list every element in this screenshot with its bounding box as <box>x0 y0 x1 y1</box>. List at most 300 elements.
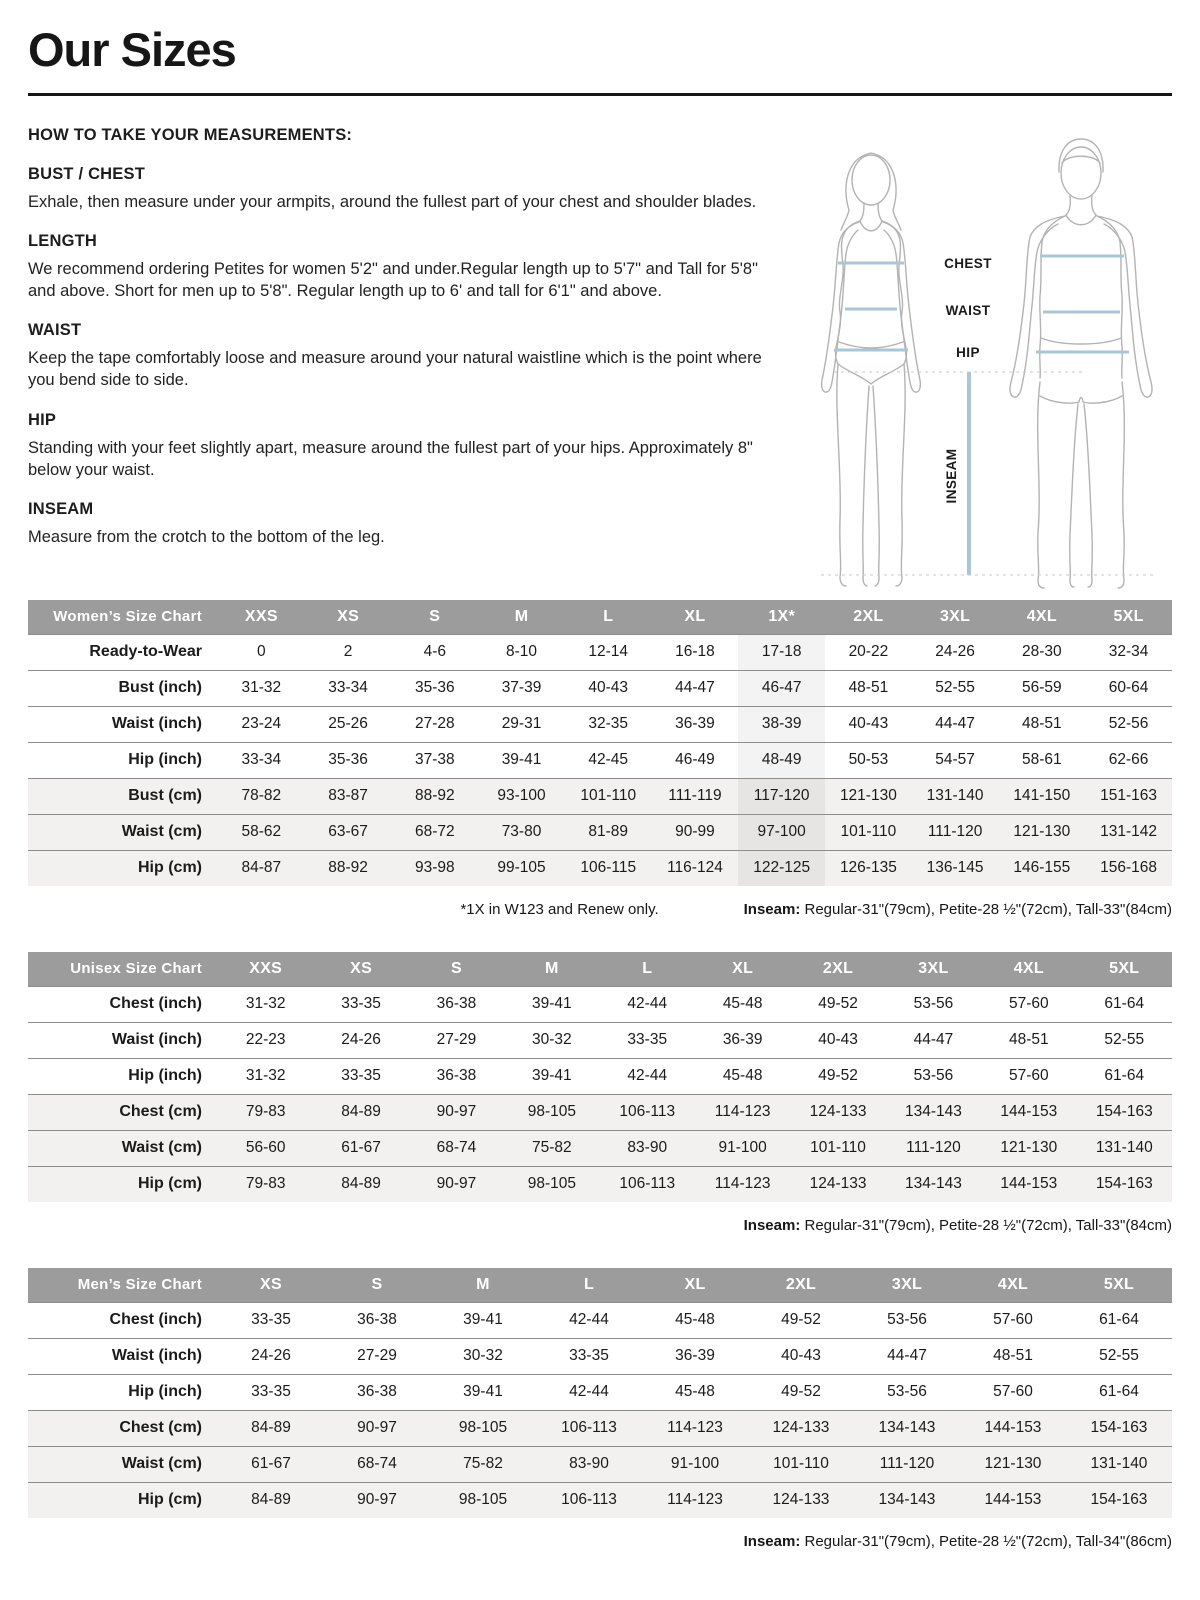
row-label: Hip (inch) <box>128 1383 202 1400</box>
size-cell: 78-82 <box>241 787 282 804</box>
size-column-header: M <box>504 952 599 986</box>
row-label: Waist (cm) <box>121 1455 202 1472</box>
size-cell: 56-60 <box>245 1139 286 1156</box>
table-row <box>28 634 1172 670</box>
size-column-header: 2XL <box>825 600 912 634</box>
section-body: Measure from the crotch to the bottom of the leg. <box>28 527 385 546</box>
size-cell: 144-153 <box>984 1419 1042 1436</box>
size-cell: 28-30 <box>1022 643 1062 660</box>
section-body: Standing with your feet slightly apart, measure around the fullest part of your hips. Approximately 8" below your waist. <box>28 438 753 479</box>
size-cell: 49-52 <box>781 1311 821 1328</box>
size-cell: 131-140 <box>1095 1139 1153 1156</box>
size-column-header: L <box>600 952 695 986</box>
size-cell: 44-47 <box>675 679 715 696</box>
table-row <box>28 850 1172 886</box>
section-heading: HIP <box>28 410 57 429</box>
table-row <box>28 1374 1172 1410</box>
row-label: Waist (inch) <box>111 1347 202 1364</box>
size-cell: 16-18 <box>675 643 715 660</box>
size-column-header: 5XL <box>1077 952 1172 986</box>
table-title: Men’s Size Chart <box>28 1268 218 1302</box>
figures-illustration <box>776 120 1172 590</box>
size-cell: 91-100 <box>670 1455 720 1472</box>
size-cell: 90-97 <box>436 1103 477 1120</box>
size-cell: 106-113 <box>561 1491 617 1509</box>
size-cell: 42-44 <box>569 1311 609 1328</box>
womens-size-chart <box>28 600 1172 886</box>
size-cell: 134-143 <box>904 1103 962 1120</box>
size-cell: 33-34 <box>328 679 368 696</box>
size-column-header: 4XL <box>981 952 1076 986</box>
size-column-header: XXS <box>218 952 313 986</box>
size-column-header: S <box>409 952 504 986</box>
row-label: Bust (cm) <box>128 787 202 804</box>
table-row <box>28 1482 1172 1518</box>
man-figure <box>1010 139 1152 588</box>
size-cell: 124-133 <box>772 1491 830 1509</box>
size-cell: 134-143 <box>878 1419 936 1436</box>
size-cell: 84-89 <box>341 1103 381 1120</box>
size-cell: 45-48 <box>675 1383 715 1400</box>
size-cell: 99-105 <box>497 859 546 877</box>
size-cell: 8-10 <box>506 643 538 660</box>
size-cell: 22-23 <box>245 1031 286 1048</box>
woman-figure <box>822 153 921 586</box>
section-body: We recommend ordering Petites for women 5'2" and under.Regular length up to 5'7" and Tall for 5'8" and above. Short for men up to 5'8". Regular length up to 6' and tall for 6'1" and above. <box>28 260 758 301</box>
size-cell: 146-155 <box>1013 859 1071 877</box>
table-row <box>28 778 1172 814</box>
size-cell: 56-59 <box>1022 679 1062 696</box>
row-label: Chest (cm) <box>119 1103 202 1120</box>
size-cell: 101-110 <box>840 823 897 840</box>
size-cell: 93-98 <box>414 859 455 877</box>
section-length <box>28 232 776 302</box>
size-cell: 57-60 <box>993 1311 1033 1328</box>
size-column-header: 5XL <box>1085 600 1172 634</box>
table-row <box>28 1446 1172 1482</box>
inseam-note-label: Inseam: <box>743 901 801 918</box>
size-cell: 90-99 <box>675 823 715 840</box>
size-cell: 144-153 <box>984 1491 1042 1509</box>
table-row <box>28 1130 1172 1166</box>
size-cell: 57-60 <box>993 1383 1033 1400</box>
size-cell: 136-145 <box>926 859 984 877</box>
size-cell: 124-133 <box>809 1103 867 1120</box>
size-cell: 30-32 <box>532 1031 572 1048</box>
size-cell: 98-105 <box>458 1491 508 1509</box>
size-cell: 25-26 <box>328 715 368 732</box>
size-cell: 33-34 <box>241 751 282 768</box>
size-cell: 2 <box>343 643 353 660</box>
size-cell: 4-6 <box>423 643 446 660</box>
size-column-header: 2XL <box>790 952 885 986</box>
size-cell: 39-41 <box>463 1383 503 1400</box>
section-heading: INSEAM <box>28 499 94 518</box>
size-cell: 31-32 <box>245 1067 286 1084</box>
size-cell: 42-44 <box>627 1067 668 1084</box>
size-cell: 50-53 <box>848 751 889 768</box>
size-column-header: XL <box>695 952 790 986</box>
size-cell: 111-119 <box>668 787 722 804</box>
unisex-table-footnotes <box>28 1217 1172 1234</box>
size-cell: 75-82 <box>532 1139 572 1156</box>
size-cell: 61-64 <box>1099 1311 1139 1328</box>
size-cell: 68-74 <box>436 1139 477 1156</box>
size-cell: 124-133 <box>772 1419 830 1436</box>
measurement-instructions-row <box>28 120 1172 590</box>
inseam-note-text: Regular-31"(79cm), Petite-28 ½"(72cm), Tall-33"(84cm) <box>800 1217 1172 1234</box>
size-cell: 121-130 <box>984 1455 1042 1472</box>
size-cell: 36-39 <box>675 1347 715 1364</box>
size-cell: 46-49 <box>675 751 715 768</box>
size-cell: 38-39 <box>738 706 825 742</box>
size-column-header: XXS <box>218 600 305 634</box>
table-row <box>28 1094 1172 1130</box>
size-cell: 12-14 <box>588 643 629 660</box>
size-cell: 45-48 <box>722 995 763 1012</box>
size-cell: 52-55 <box>1104 1031 1145 1048</box>
size-cell: 84-89 <box>251 1491 291 1509</box>
size-cell: 83-90 <box>627 1139 668 1156</box>
size-cell: 30-32 <box>463 1347 503 1364</box>
size-cell: 33-35 <box>341 1067 381 1084</box>
size-cell: 53-56 <box>913 995 954 1012</box>
size-cell: 60-64 <box>1108 679 1149 696</box>
size-cell: 68-72 <box>414 823 455 840</box>
size-cell: 61-67 <box>341 1139 381 1156</box>
size-cell: 24-26 <box>251 1347 291 1364</box>
section-body: Exhale, then measure under your armpits, around the fullest part of your chest and shoulder blades. <box>28 193 757 211</box>
section-waist <box>28 321 776 391</box>
table-header-row <box>28 952 1172 986</box>
section-bust-chest <box>28 165 776 213</box>
size-cell: 40-43 <box>588 679 629 696</box>
size-cell: 79-83 <box>245 1103 286 1120</box>
size-column-header: 4XL <box>960 1268 1066 1302</box>
row-label: Hip (inch) <box>128 751 202 768</box>
size-cell: 45-48 <box>675 1311 715 1328</box>
size-cell: 36-38 <box>436 1067 477 1084</box>
size-cell: 101-110 <box>580 787 637 804</box>
size-cell: 151-163 <box>1100 787 1158 804</box>
size-cell: 53-56 <box>913 1067 954 1084</box>
size-cell: 81-89 <box>588 823 629 840</box>
size-cell: 88-92 <box>414 787 455 804</box>
size-cell: 24-26 <box>935 643 975 660</box>
size-cell: 98-105 <box>458 1419 508 1436</box>
table-row <box>28 814 1172 850</box>
size-cell: 111-120 <box>906 1139 961 1156</box>
size-cell: 91-100 <box>718 1139 767 1156</box>
inseam-note-label: Inseam: <box>743 1217 801 1234</box>
size-cell: 35-36 <box>328 751 368 768</box>
size-cell: 39-41 <box>532 995 572 1012</box>
size-cell: 154-163 <box>1095 1175 1153 1193</box>
size-cell: 154-163 <box>1090 1491 1148 1509</box>
row-label: Chest (inch) <box>109 1311 202 1328</box>
size-cell: 106-113 <box>561 1419 617 1436</box>
size-cell: 27-29 <box>357 1347 397 1364</box>
size-cell: 144-153 <box>1000 1103 1058 1120</box>
section-heading: BUST / CHEST <box>28 165 145 183</box>
size-cell: 23-24 <box>241 715 282 732</box>
size-cell: 121-130 <box>1013 823 1071 840</box>
size-cell: 144-153 <box>1000 1175 1058 1193</box>
size-column-header: 3XL <box>912 600 999 634</box>
size-cell: 84-89 <box>341 1175 381 1193</box>
section-heading: WAIST <box>28 321 82 340</box>
size-cell: 83-87 <box>328 787 368 804</box>
size-cell: 61-67 <box>251 1455 291 1472</box>
size-cell: 141-150 <box>1013 787 1071 804</box>
size-cell: 44-47 <box>913 1031 954 1048</box>
size-cell: 48-51 <box>993 1347 1033 1364</box>
inseam-note <box>744 901 1172 918</box>
measurement-diagram <box>776 120 1172 590</box>
size-cell: 36-39 <box>722 1031 763 1048</box>
size-cell: 101-110 <box>810 1139 866 1156</box>
row-label: Chest (inch) <box>109 995 202 1012</box>
size-cell: 0 <box>257 643 266 660</box>
inseam-label: INSEAM <box>944 448 959 504</box>
size-cell: 45-48 <box>722 1067 763 1084</box>
size-cell: 39-41 <box>532 1067 572 1084</box>
waist-label: WAIST <box>945 303 991 318</box>
section-heading: LENGTH <box>28 232 98 251</box>
size-cell: 46-47 <box>738 670 825 706</box>
size-cell: 33-35 <box>569 1347 609 1364</box>
size-cell: 121-130 <box>839 787 897 804</box>
size-cell: 73-80 <box>501 823 542 840</box>
size-cell: 62-66 <box>1108 751 1149 768</box>
size-cell: 61-64 <box>1104 1067 1145 1084</box>
size-column-header: 5XL <box>1066 1268 1172 1302</box>
size-cell: 49-52 <box>818 1067 858 1084</box>
size-cell: 88-92 <box>328 859 368 877</box>
size-cell: 93-100 <box>497 787 546 804</box>
inseam-note <box>744 1533 1172 1550</box>
size-cell: 37-38 <box>414 751 455 768</box>
size-column-header: L <box>536 1268 642 1302</box>
size-cell: 39-41 <box>501 751 542 768</box>
table-row <box>28 986 1172 1022</box>
inseam-note-text: Regular-31"(79cm), Petite-28 ½"(72cm), Tall-34"(86cm) <box>800 1533 1172 1550</box>
size-cell: 31-32 <box>241 679 282 696</box>
size-cell: 36-38 <box>357 1383 397 1400</box>
size-cell: 61-64 <box>1104 995 1145 1012</box>
table-row <box>28 1410 1172 1446</box>
size-cell: 61-64 <box>1099 1383 1139 1400</box>
size-column-header: M <box>430 1268 536 1302</box>
table-row <box>28 1166 1172 1202</box>
size-cell: 106-113 <box>619 1175 676 1193</box>
unisex-size-chart <box>28 952 1172 1202</box>
section-body: Keep the tape comfortably loose and measure around your natural waistline which is the point where you bend side to side. <box>28 349 762 390</box>
size-cell: 114-123 <box>714 1103 771 1120</box>
size-cell: 134-143 <box>878 1491 936 1509</box>
size-column-header: M <box>478 600 565 634</box>
size-cell: 24-26 <box>341 1031 381 1048</box>
size-cell: 27-29 <box>436 1031 477 1048</box>
size-cell: 101-110 <box>773 1455 829 1472</box>
size-cell: 98-105 <box>527 1103 576 1120</box>
size-column-header: XS <box>305 600 392 634</box>
size-table <box>28 1268 1172 1518</box>
size-cell: 37-39 <box>501 679 542 696</box>
size-cell: 68-74 <box>357 1455 397 1472</box>
size-cell: 90-97 <box>436 1175 477 1193</box>
size-cell: 79-83 <box>245 1175 286 1193</box>
size-column-header: 1X* <box>738 600 825 634</box>
size-cell: 54-57 <box>935 751 975 768</box>
table-row <box>28 670 1172 706</box>
size-cell: 126-135 <box>839 859 897 877</box>
size-cell: 40-43 <box>818 1031 858 1048</box>
size-cell: 52-55 <box>1099 1347 1139 1364</box>
size-column-header: XS <box>218 1268 324 1302</box>
table-row <box>28 1022 1172 1058</box>
size-cell: 32-34 <box>1108 643 1149 660</box>
size-cell: 84-87 <box>241 859 282 877</box>
size-cell: 111-120 <box>879 1455 935 1472</box>
size-cell: 124-133 <box>809 1175 867 1193</box>
size-cell: 44-47 <box>935 715 975 732</box>
size-column-header: 3XL <box>886 952 981 986</box>
row-label: Hip (cm) <box>138 859 202 877</box>
size-cell: 42-44 <box>569 1383 609 1400</box>
size-cell: 106-113 <box>619 1103 676 1120</box>
table-title: Women’s Size Chart <box>28 600 218 634</box>
row-label: Chest (cm) <box>119 1419 202 1436</box>
row-label: Hip (cm) <box>138 1491 202 1509</box>
size-cell: 154-163 <box>1090 1419 1148 1436</box>
size-cell: 114-123 <box>667 1419 723 1436</box>
size-column-header: 4XL <box>998 600 1085 634</box>
size-cell: 17-18 <box>738 634 825 670</box>
row-label: Bust (inch) <box>118 679 202 696</box>
measurement-instructions <box>28 120 776 548</box>
size-cell: 42-44 <box>627 995 668 1012</box>
row-label: Waist (inch) <box>111 1031 202 1048</box>
table-row <box>28 1302 1172 1338</box>
table-header-row <box>28 1268 1172 1302</box>
size-cell: 90-97 <box>357 1491 397 1509</box>
size-cell: 53-56 <box>887 1311 927 1328</box>
size-cell: 36-39 <box>675 715 715 732</box>
size-cell: 32-35 <box>588 715 629 732</box>
size-cell: 154-163 <box>1095 1103 1153 1120</box>
title-divider <box>28 93 1172 96</box>
size-column-header: XL <box>642 1268 748 1302</box>
size-cell: 83-90 <box>569 1455 609 1472</box>
size-cell: 97-100 <box>738 814 825 850</box>
table-row <box>28 742 1172 778</box>
row-label: Waist (inch) <box>111 715 202 732</box>
size-cell: 33-35 <box>251 1311 291 1328</box>
size-cell: 121-130 <box>1000 1139 1058 1156</box>
size-cell: 53-56 <box>887 1383 927 1400</box>
inseam-note <box>744 1217 1172 1234</box>
size-cell: 131-142 <box>1100 823 1158 840</box>
table-row <box>28 1338 1172 1374</box>
size-cell: 49-52 <box>818 995 858 1012</box>
size-cell: 27-28 <box>414 715 455 732</box>
size-cell: 20-22 <box>848 643 889 660</box>
size-cell: 29-31 <box>501 715 542 732</box>
size-cell: 48-51 <box>1022 715 1062 732</box>
size-cell: 114-123 <box>714 1175 771 1193</box>
size-cell: 35-36 <box>414 679 455 696</box>
size-cell: 111-120 <box>927 823 983 840</box>
size-cell: 39-41 <box>463 1311 503 1328</box>
size-cell: 36-38 <box>436 995 477 1012</box>
size-column-header: L <box>565 600 652 634</box>
row-label: Waist (cm) <box>121 823 202 840</box>
page-title: Our Sizes <box>28 23 236 76</box>
size-cell: 122-125 <box>738 850 825 886</box>
section-inseam <box>28 500 776 548</box>
size-cell: 90-97 <box>357 1419 397 1436</box>
size-cell: 98-105 <box>527 1175 576 1193</box>
size-cell: 42-45 <box>588 751 629 768</box>
size-tables <box>28 600 1172 1550</box>
size-column-header: 2XL <box>748 1268 854 1302</box>
size-table <box>28 600 1172 886</box>
size-cell: 114-123 <box>667 1491 723 1509</box>
size-cell: 57-60 <box>1008 995 1049 1012</box>
section-hip <box>28 411 776 481</box>
size-cell: 48-49 <box>738 742 825 778</box>
row-label: Waist (cm) <box>121 1139 202 1156</box>
size-cell: 52-55 <box>935 679 975 696</box>
size-cell: 156-168 <box>1100 859 1158 877</box>
size-cell: 36-38 <box>357 1311 397 1328</box>
inseam-note-text: Regular-31"(79cm), Petite-28 ½"(72cm), Tall-33"(84cm) <box>800 901 1172 918</box>
size-cell: 84-89 <box>251 1419 291 1436</box>
size-cell: 49-52 <box>781 1383 821 1400</box>
size-cell: 48-51 <box>1008 1031 1049 1048</box>
table-row <box>28 706 1172 742</box>
row-label: Hip (inch) <box>128 1067 202 1084</box>
size-cell: 48-51 <box>848 679 889 696</box>
size-cell: 44-47 <box>887 1347 927 1364</box>
womens-table-footnotes <box>28 901 1172 918</box>
inseam-note-label: Inseam: <box>743 1533 801 1550</box>
size-column-header: XL <box>652 600 739 634</box>
size-cell: 106-115 <box>580 859 637 877</box>
size-cell: 131-140 <box>1090 1455 1148 1472</box>
size-cell: 40-43 <box>781 1347 821 1364</box>
size-cell: 75-82 <box>463 1455 503 1472</box>
table-header-row <box>28 600 1172 634</box>
size-cell: 58-61 <box>1022 751 1062 768</box>
row-label: Ready-to-Wear <box>89 643 202 660</box>
size-cell: 134-143 <box>904 1175 962 1193</box>
mens-table-footnotes <box>28 1533 1172 1550</box>
size-cell: 31-32 <box>245 995 286 1012</box>
size-cell: 33-35 <box>627 1031 668 1048</box>
size-cell: 52-56 <box>1108 715 1149 732</box>
hip-label: HIP <box>956 345 980 360</box>
size-cell: 131-140 <box>926 787 984 804</box>
table-row <box>28 1058 1172 1094</box>
size-cell: 117-120 <box>738 778 825 814</box>
how-to-heading: HOW TO TAKE YOUR MEASUREMENTS: <box>28 126 353 144</box>
row-label: Hip (cm) <box>138 1175 202 1193</box>
footnote-note: *1X in W123 and Renew only. <box>460 901 659 918</box>
size-cell: 33-35 <box>251 1383 291 1400</box>
mens-size-chart <box>28 1268 1172 1518</box>
